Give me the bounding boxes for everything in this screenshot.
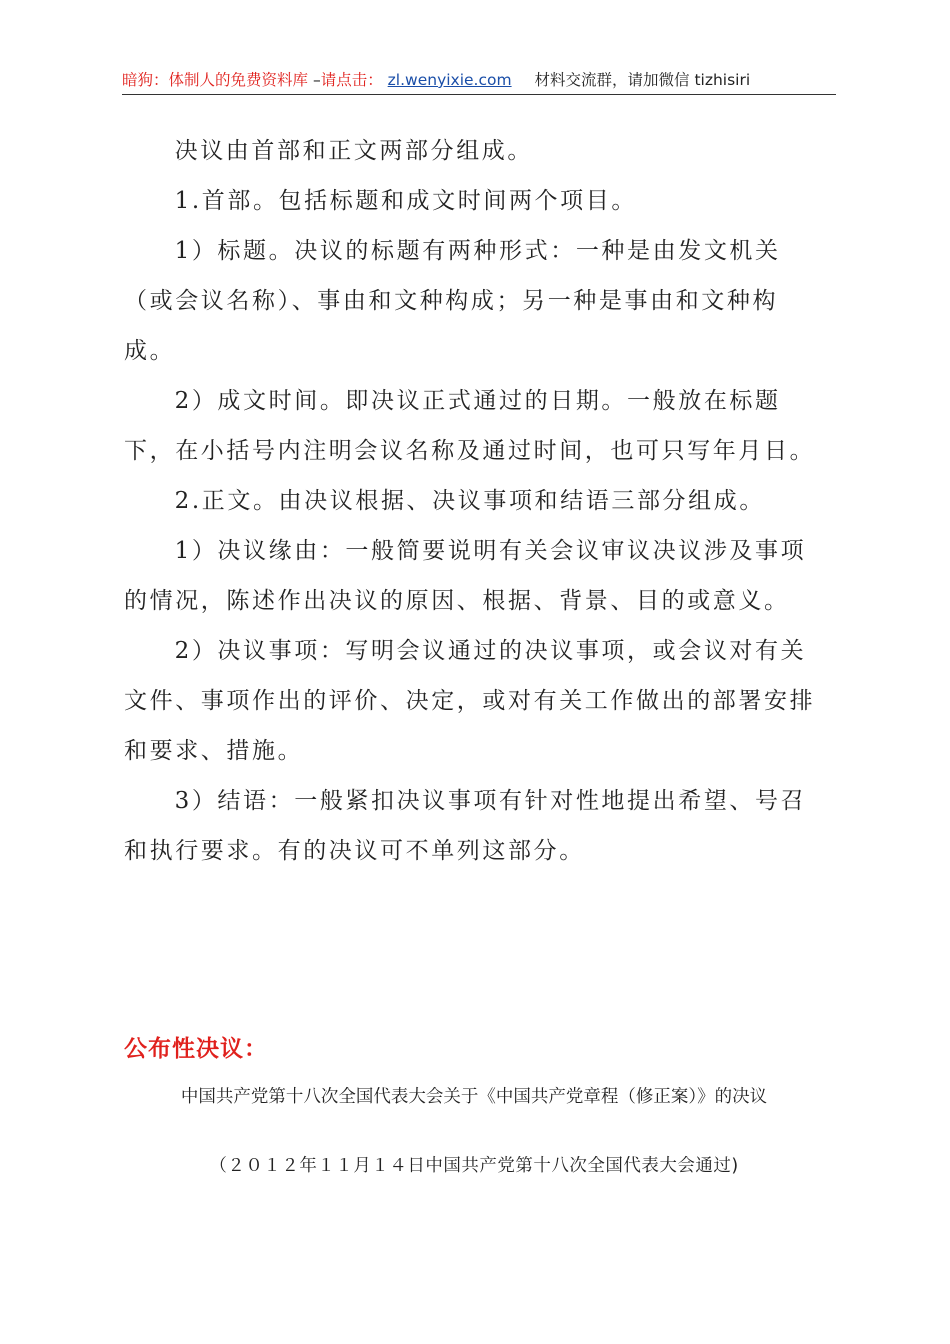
- paragraph-body-section: 2.正文。由决议根据、决议事项和结语三部分组成。: [174, 488, 765, 514]
- header-website-link[interactable]: zl.wenyixie.com: [387, 71, 512, 89]
- header-wechat-note: 材料交流群，请加微信 tizhisiri: [534, 71, 751, 89]
- example-subtitle: （２０１２年１１月１４日中国共产党第十八次全国代表大会通过): [209, 1156, 739, 1176]
- paragraph-head-section: 1.首部。包括标题和成文时间两个项目。: [174, 188, 637, 214]
- paragraph-intro: 决议由首部和正文两部分组成。: [174, 138, 533, 164]
- paragraph-matters-item: 2）决议事项：写明会议通过的决议事项，或会议对有关文件、事项作出的评价、决定，或对有关工作做出的部署安排和要求、措施。: [124, 638, 816, 764]
- header-click-prompt: 请点击：: [320, 71, 383, 89]
- header-brand: 暗狗：体制人的免费资料库: [122, 71, 309, 89]
- paragraph-conclusion-item: 3）结语：一般紧扣决议事项有针对性地提出希望、号召和执行要求。有的决议可不单列这部分。: [124, 788, 807, 864]
- paragraph-title-item: 1）标题。决议的标题有两种形式：一种是由发文机关（或会议名称）、事由和文种构成；另一种是事由和文种构成。: [124, 238, 781, 364]
- paragraph-date-item: 2）成文时间。即决议正式通过的日期。一般放在标题下，在小括号内注明会议名称及通过时间，也可只写年月日。: [124, 388, 816, 464]
- example-title: 中国共产党第十八次全国代表大会关于《中国共产党章程（修正案）》的决议: [180, 1087, 768, 1107]
- header-dash: –: [308, 71, 321, 89]
- paragraph-reason-item: 1）决议缘由：一般简要说明有关会议审议决议涉及事项的情况，陈述作出决议的原因、根据、背景、目的或意义。: [124, 538, 807, 614]
- document-body: [124, 126, 824, 876]
- page-header: [122, 66, 836, 95]
- example-heading: 公布性决议：: [124, 1036, 268, 1062]
